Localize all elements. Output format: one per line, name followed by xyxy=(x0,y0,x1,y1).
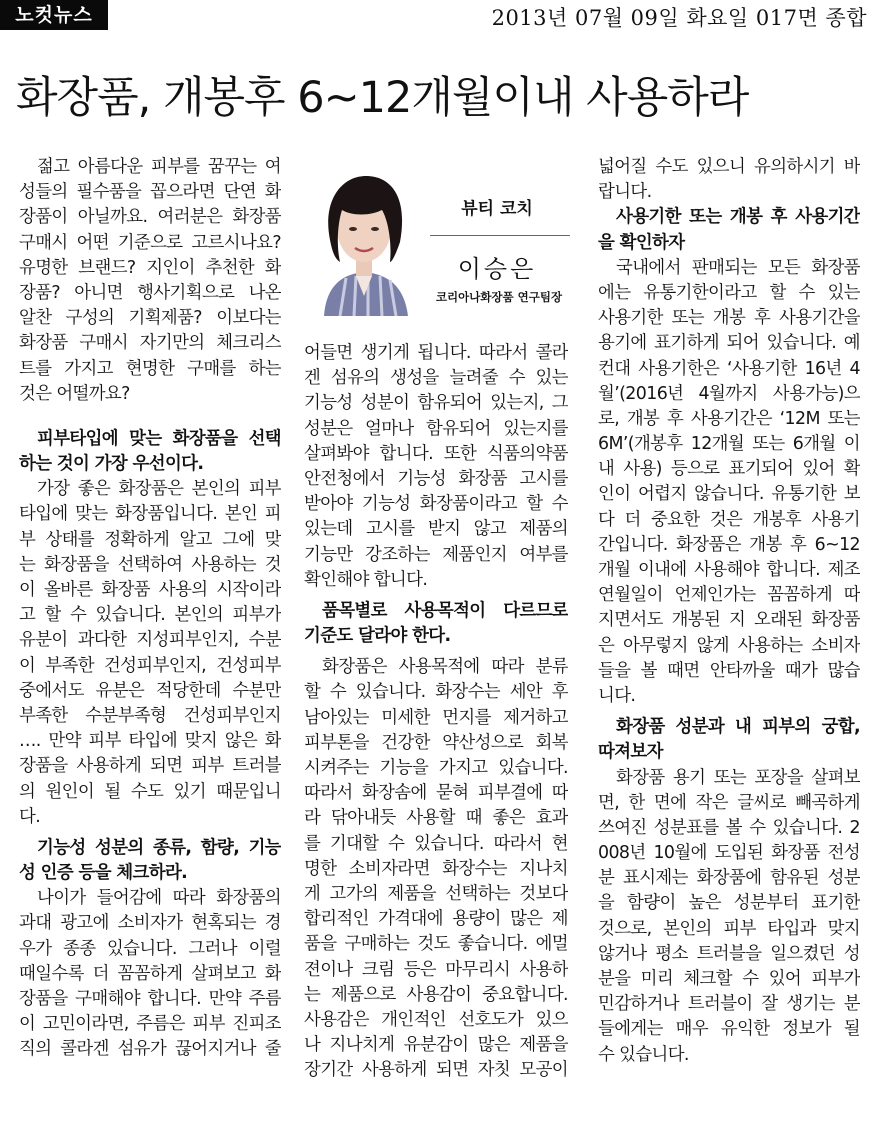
text-line: 부족한 수분부족형 건성피부인지 xyxy=(19,705,281,726)
paragraph xyxy=(598,256,860,709)
text-line: 니다. xyxy=(598,685,636,706)
text-line: 부 상태를 정확하게 알고 그에 맞 xyxy=(19,529,281,550)
text-line: 받아야 기능성 화장품이라고 할 수 xyxy=(304,494,568,515)
text-line: 품을 구매하는 것도 좋습니다. 에멀 xyxy=(304,934,568,955)
text-line: 과대 광고에 소비자가 현혹되는 경 xyxy=(19,913,281,934)
text-line: 로, 개봉 후 사용기간은 ‘12M 또는 xyxy=(598,408,860,429)
text-line: 사용기한 또는 개봉 후 사용기간 xyxy=(616,207,860,228)
text-line: 화장품 용기 또는 포장을 살펴보 xyxy=(616,767,860,788)
text-line: 쓰여진 성분표를 볼 수 있습니다. 2 xyxy=(598,817,860,838)
text-line: 화장품은 사용목적에 따라 분류 xyxy=(322,657,568,678)
text-line: 직의 콜라겐 섬유가 끊어지거나 줄 xyxy=(19,1039,281,1060)
text-line: 화장품 성분과 내 피부의 궁합, xyxy=(616,717,860,738)
text-line: 컨대 사용기한은 ‘사용기한 16년 4 xyxy=(598,358,860,379)
text-line: 젼이나 크림 등은 마무리시 사용하 xyxy=(304,959,568,980)
text-line: 겐 섬유의 생성을 늘려줄 수 있는 xyxy=(304,368,568,389)
subheading xyxy=(19,836,281,886)
text-line: 가장 좋은 화장품은 본인의 피부 xyxy=(37,479,281,500)
text-line: 품목별로 사용목적이 다르므로 xyxy=(322,600,568,621)
text-line: 인이 어렵지 않습니다. 유통기한 보 xyxy=(598,484,860,505)
author-profile xyxy=(304,158,570,316)
divider xyxy=(430,235,570,236)
text-line: 따라서 화장솜에 묻혀 피부결에 따 xyxy=(304,783,568,804)
author-name: 이승은 xyxy=(457,255,537,283)
dateline: 2013년 07월 09일 화요일 017면 종합 xyxy=(491,6,867,30)
column-kicker: 뷰티 코치 xyxy=(461,199,533,219)
text-line: 지면서도 개봉된 지 오래된 화장품 xyxy=(598,610,860,631)
text-line: 기능만 강조하는 제품인지 여부를 xyxy=(304,544,568,565)
text-line: 어들면 생기게 됩니다. 따라서 콜라 xyxy=(304,343,568,363)
text-line: 성들의 필수품을 꼽으라면 단연 화 xyxy=(19,182,281,203)
paragraph xyxy=(19,477,281,830)
text-line: 합리적인 가격대에 용량이 많은 제 xyxy=(304,909,568,930)
text-line: 이 부족한 건성피부인지, 건성피부 xyxy=(19,655,281,676)
text-line: 구매시 어떤 기준으로 고르시나요? xyxy=(19,232,281,253)
text-line: 사용기한 또는 개봉 후 사용기간을 xyxy=(598,308,860,329)
text-line: 들에게는 매우 유익한 정보가 될 xyxy=(598,1019,860,1040)
text-line: 기준도 달라야 한다. xyxy=(304,626,451,647)
text-line: 008년 10월에 도입된 화장품 전성 xyxy=(598,843,860,864)
text-line: 을 확인하자 xyxy=(598,232,685,253)
text-line: 분 표시제는 화장품에 함유된 성분 xyxy=(598,868,860,889)
text-line: 수 있습니다. xyxy=(598,1044,689,1065)
paragraph xyxy=(304,341,568,593)
author-title: 코리아나화장품 연구팀장 xyxy=(435,290,563,304)
text-line: 성분은 얼마나 함유되어 있는지를 xyxy=(304,418,568,439)
paragraph xyxy=(598,155,860,205)
text-line: 피부타입에 맞는 화장품을 선택 xyxy=(37,428,281,449)
text-line: 는 화장품을 선택하여 사용하는 것 xyxy=(19,554,281,575)
paragraph xyxy=(304,655,568,1083)
text-line: 알찬 구성의 기획제품? 이보다는 xyxy=(19,308,281,329)
text-line: 장품을 사용하게 되면 피부 트러블 xyxy=(19,756,281,777)
text-line: 유명한 브랜드? 지인이 추천한 화 xyxy=(19,257,281,278)
text-line: 살펴봐야 합니다. 또한 식품의약품 xyxy=(304,443,568,464)
paragraph xyxy=(19,886,281,1062)
text-line: 에는 유통기한이라고 할 수 있는 xyxy=(598,282,860,303)
text-line: 피부톤을 건강한 약산성으로 회복 xyxy=(304,732,568,753)
text-line: 성 인증 등을 체크하라. xyxy=(19,863,188,884)
text-line: 기능성 성분의 종류, 함량, 기능 xyxy=(37,837,281,858)
article-column-2 xyxy=(304,341,568,1083)
text-line: 있는데 고시를 받지 않고 제품의 xyxy=(304,519,568,540)
text-line: 월’(2016년 4월까지 사용가능)으 xyxy=(598,383,860,404)
text-line: 화장품 구매시 자기만의 체크리스 xyxy=(19,333,281,354)
text-line: 하는 것이 가장 우선이다. xyxy=(19,454,204,475)
text-line: 확인해야 합니다. xyxy=(304,569,428,590)
text-line: 장기간 사용하게 되면 자칫 모공이 xyxy=(304,1060,568,1081)
text-line: 면, 한 면에 작은 글씨로 빼곡하게 xyxy=(598,792,860,813)
text-line: …. 만약 피부 타입에 맞지 않은 화 xyxy=(19,731,281,752)
text-line: 우가 종종 있습니다. 그러나 이럴 xyxy=(19,938,281,959)
headline: 화장품, 개봉후 6~12개월이내 사용하라 xyxy=(16,73,749,123)
text-line: 젊고 아름다운 피부를 꿈꾸는 여 xyxy=(37,157,281,177)
text-line: 중에서도 유분은 적당한데 수분만 xyxy=(19,680,281,701)
paragraph xyxy=(598,766,860,1068)
text-line: 나이가 들어감에 따라 화장품의 xyxy=(37,888,281,909)
text-line: 따져보자 xyxy=(598,742,663,763)
text-line: 민감하거나 트러블이 잘 생기는 분 xyxy=(598,994,860,1015)
text-line: 용기에 표기하게 되어 있습니다. 예 xyxy=(598,333,860,354)
text-line: 안전청에서 기능성 화장품 고시를 xyxy=(304,468,568,489)
paragraph xyxy=(19,155,281,407)
text-line: 의 원인이 될 수도 있기 때문입니 xyxy=(19,781,281,802)
text-line: 내 사용) 등으로 표기되어 있어 확 xyxy=(598,459,860,480)
text-line: 유분이 과다한 지성피부인지, 수분 xyxy=(19,630,281,651)
text-line: 다. xyxy=(19,806,41,827)
text-line: 라 닦아내듯 사용할 때 좋은 효과 xyxy=(304,808,568,829)
text-line: 다 더 중요한 것은 개봉후 사용기 xyxy=(598,509,860,530)
subheading xyxy=(304,599,568,649)
text-line: 것은 어떨까요? xyxy=(19,383,130,404)
newspaper-logo: 노컷뉴스 xyxy=(0,0,108,30)
text-line: 넓어질 수도 있으니 유의하시기 바 xyxy=(598,157,860,177)
text-line: 간입니다. 화장품은 개봉 후 6~12 xyxy=(598,534,860,555)
text-line: 트를 가지고 현명한 구매를 하는 xyxy=(19,358,281,379)
text-line: 남아있는 미세한 먼지를 제거하고 xyxy=(304,707,568,728)
text-line: 시켜주는 기능을 가지고 있습니다. xyxy=(304,758,568,778)
author-photo xyxy=(304,158,424,316)
text-line: 분을 미리 체크할 수 있어 피부가 xyxy=(598,969,860,989)
text-line: 이 올바른 화장품 사용의 시작이라 xyxy=(19,580,281,600)
text-line: 기능성 성분이 함유되어 있는지, 그 xyxy=(304,393,568,414)
text-line: 장품을 구매해야 합니다. 만약 주름 xyxy=(19,989,281,1009)
text-line: 들을 볼 때면 안타까울 때가 많습 xyxy=(598,660,860,681)
text-line: 할 수 있습니다. 화장수는 세안 후 xyxy=(304,682,568,703)
text-line: 사용감은 개인적인 선호도가 있으 xyxy=(304,1009,568,1030)
text-line: 이 고민이라면, 주름은 피부 진피조 xyxy=(19,1014,281,1035)
subheading xyxy=(598,205,860,255)
text-line: 명한 소비자라면 화장수는 지나치 xyxy=(304,858,568,879)
text-line: 타입에 맞는 화장품입니다. 본인 피 xyxy=(19,504,281,525)
text-line: 나 지나치게 유분감이 많은 제품을 xyxy=(304,1035,568,1056)
article-column-1 xyxy=(19,155,281,1063)
subheading xyxy=(598,715,860,765)
text-line: 것으로, 본인의 피부 타입과 맞지 xyxy=(598,918,860,939)
article-column-3 xyxy=(598,155,860,1068)
text-line: 을 함량이 높은 성분부터 표기한 xyxy=(598,893,860,914)
text-line: 장품이 아닐까요. 여러분은 화장품 xyxy=(19,207,281,228)
subheading xyxy=(19,427,281,477)
text-line: 는 제품으로 사용감이 중요합니다. xyxy=(304,984,568,1005)
text-line: 게 고가의 제품을 선택하는 것보다 xyxy=(304,883,568,904)
text-line: 랍니다. xyxy=(598,182,652,203)
text-line: 를 기대할 수 있습니다. 따라서 현 xyxy=(304,833,568,854)
text-line: 때일수록 더 꼼꼼하게 살펴보고 화 xyxy=(19,963,281,984)
text-line: 6M’(개봉후 12개월 또는 6개월 이 xyxy=(598,434,860,455)
text-line: 장품? 아니면 행사기획으로 나온 xyxy=(19,282,281,303)
text-line: 고 할 수 있습니다. 본인의 피부가 xyxy=(19,605,281,626)
text-line: 은 아무렇지 않게 사용하는 소비자 xyxy=(598,635,860,656)
text-line: 연월일이 언제인가는 꼼꼼하게 따 xyxy=(598,585,860,606)
text-line: 개월 이내에 사용해야 합니다. 제조 xyxy=(598,560,860,580)
text-line: 국내에서 판매되는 모든 화장품 xyxy=(616,257,860,278)
text-line: 않거나 평소 트러블을 일으켰던 성 xyxy=(598,943,860,964)
